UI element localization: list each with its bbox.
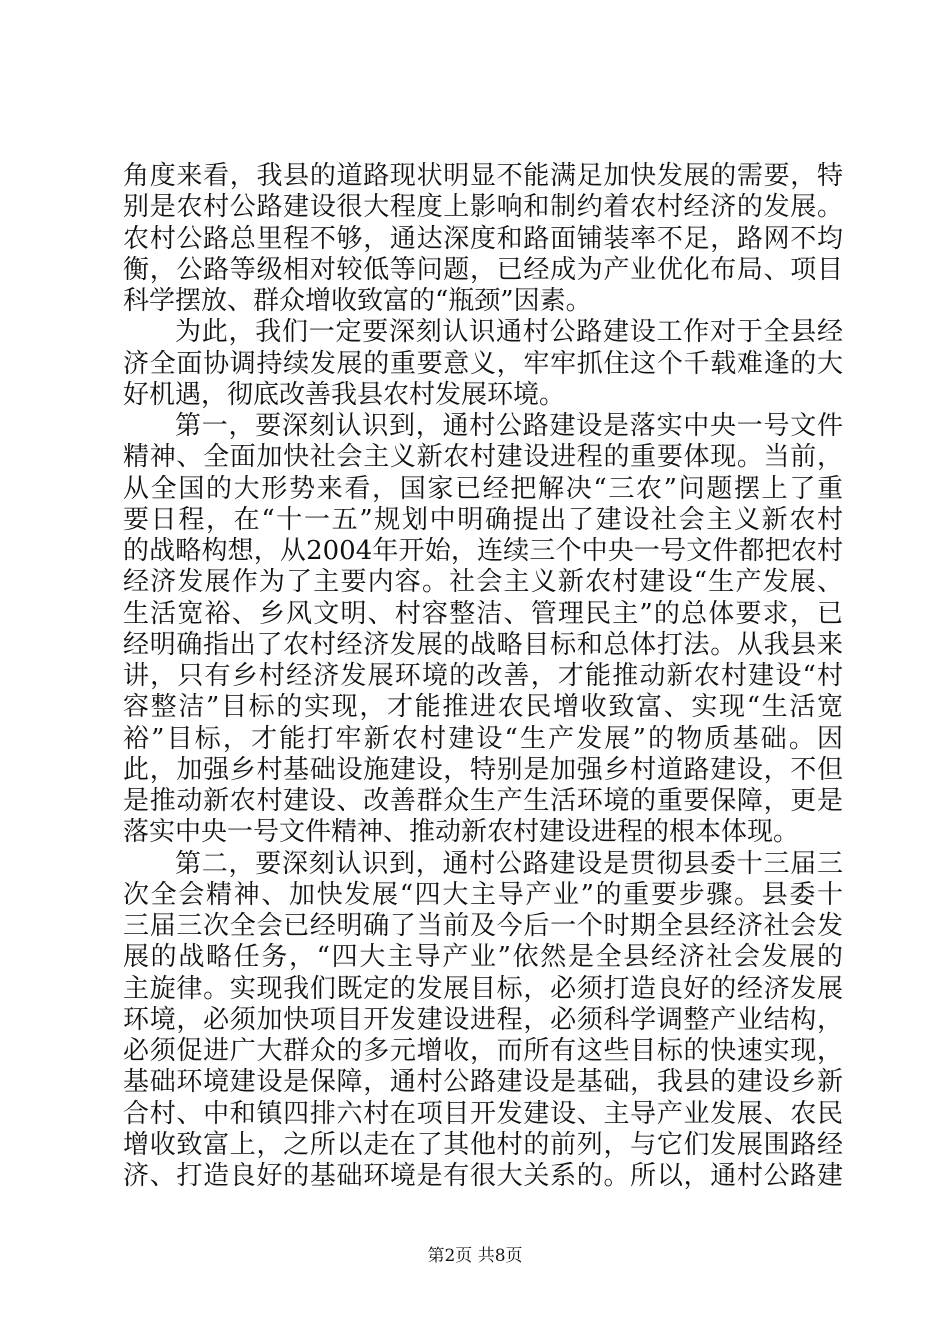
text-line: 必须促进广大群众的多元增收，而所有这些目标的快速实现， xyxy=(123,1036,843,1066)
text-line: 三届三次全会已经明确了当前及今后一个时期全县经济社会发 xyxy=(123,911,843,941)
text-line: 环境，必须加快项目开发建设进程，必须科学调整产业结构， xyxy=(123,1004,843,1035)
text-line: 落实中央一号文件精神、推动新农村建设进程的根本体现。 xyxy=(123,817,800,848)
text-line: 此，加强乡村基础设施建设，特别是加强乡村道路建设，不但 xyxy=(123,754,843,785)
text-line: 衡，公路等级相对较低等问题，已经成为产业优化布局、项目 xyxy=(123,254,843,285)
text-line: 展的战略任务，“四大主导产业”依然是全县经济社会发展的 xyxy=(123,942,843,973)
text-line: 主旋律。实现我们既定的发展目标，必须打造良好的经济发展 xyxy=(123,973,843,1004)
text-line: 济全面协调持续发展的重要意义，牢牢抓住这个千载难逢的大 xyxy=(123,348,843,379)
text-line: 好机遇，彻底改善我县农村发展环境。 xyxy=(123,379,566,410)
text-line: 合村、中和镇四排六村在项目开发建设、主导产业发展、农民 xyxy=(123,1098,843,1129)
text-line: 是推动新农村建设、改善群众生产生活环境的重要保障，更是 xyxy=(123,786,843,816)
text-line: 讲，只有乡村经济发展环境的改善，才能推动新农村建设“村 xyxy=(123,661,843,691)
text-line: 经明确指出了农村经济发展的战略目标和总体打法。从我县来 xyxy=(123,629,843,660)
text-line: 裕”目标，才能打牢新农村建设“生产发展”的物质基础。因 xyxy=(123,723,843,754)
text-line: 次全会精神、加快发展“四大主导产业”的重要步骤。县委十 xyxy=(123,879,843,910)
text-line: 生活宽裕、乡风文明、村容整洁、管理民主”的总体要求，已 xyxy=(123,598,843,629)
text-line: 精神、全面加快社会主义新农村建设进程的重要体现。当前， xyxy=(123,442,843,473)
text-line: 经济发展作为了主要内容。社会主义新农村建设“生产发展、 xyxy=(123,567,843,598)
text-line: 容整洁”目标的实现，才能推进农民增收致富、实现“生活宽 xyxy=(123,692,843,723)
page-number-footer: 第2页 共8页 xyxy=(427,1246,523,1266)
text-line: 第二，要深刻认识到，通村公路建设是贯彻县委十三届三 xyxy=(175,848,843,879)
text-line: 济、打造良好的基础环境是有很大关系的。所以，通村公路建 xyxy=(123,1161,843,1191)
text-line: 增收致富上，之所以走在了其他村的前列，与它们发展围路经 xyxy=(123,1129,843,1160)
text-line: 别是农村公路建设很大程度上影响和制约着农村经济的发展。 xyxy=(123,192,843,223)
text-line: 为此，我们一定要深刻认识通村公路建设工作对于全县经 xyxy=(175,317,843,348)
text-line: 角度来看，我县的道路现状明显不能满足加快发展的需要，特 xyxy=(123,161,843,191)
text-line: 要日程，在“十一五”规划中明确提出了建设社会主义新农村 xyxy=(123,504,843,535)
document-body xyxy=(123,161,843,1192)
text-line: 基础环境建设是保障，通村公路建设是基础，我县的建设乡新 xyxy=(123,1067,843,1098)
text-line: 从全国的大形势来看，国家已经把解决“三农”问题摆上了重 xyxy=(123,473,843,504)
text-line: 第一，要深刻认识到，通村公路建设是落实中央一号文件 xyxy=(175,411,843,441)
text-line: 农村公路总里程不够，通达深度和路面铺装率不足，路网不均 xyxy=(123,223,843,254)
text-line: 的战略构想，从2004年开始，连续三个中央一号文件都把农村 xyxy=(123,536,843,566)
text-line: 科学摆放、群众增收致富的“瓶颈”因素。 xyxy=(123,286,592,316)
